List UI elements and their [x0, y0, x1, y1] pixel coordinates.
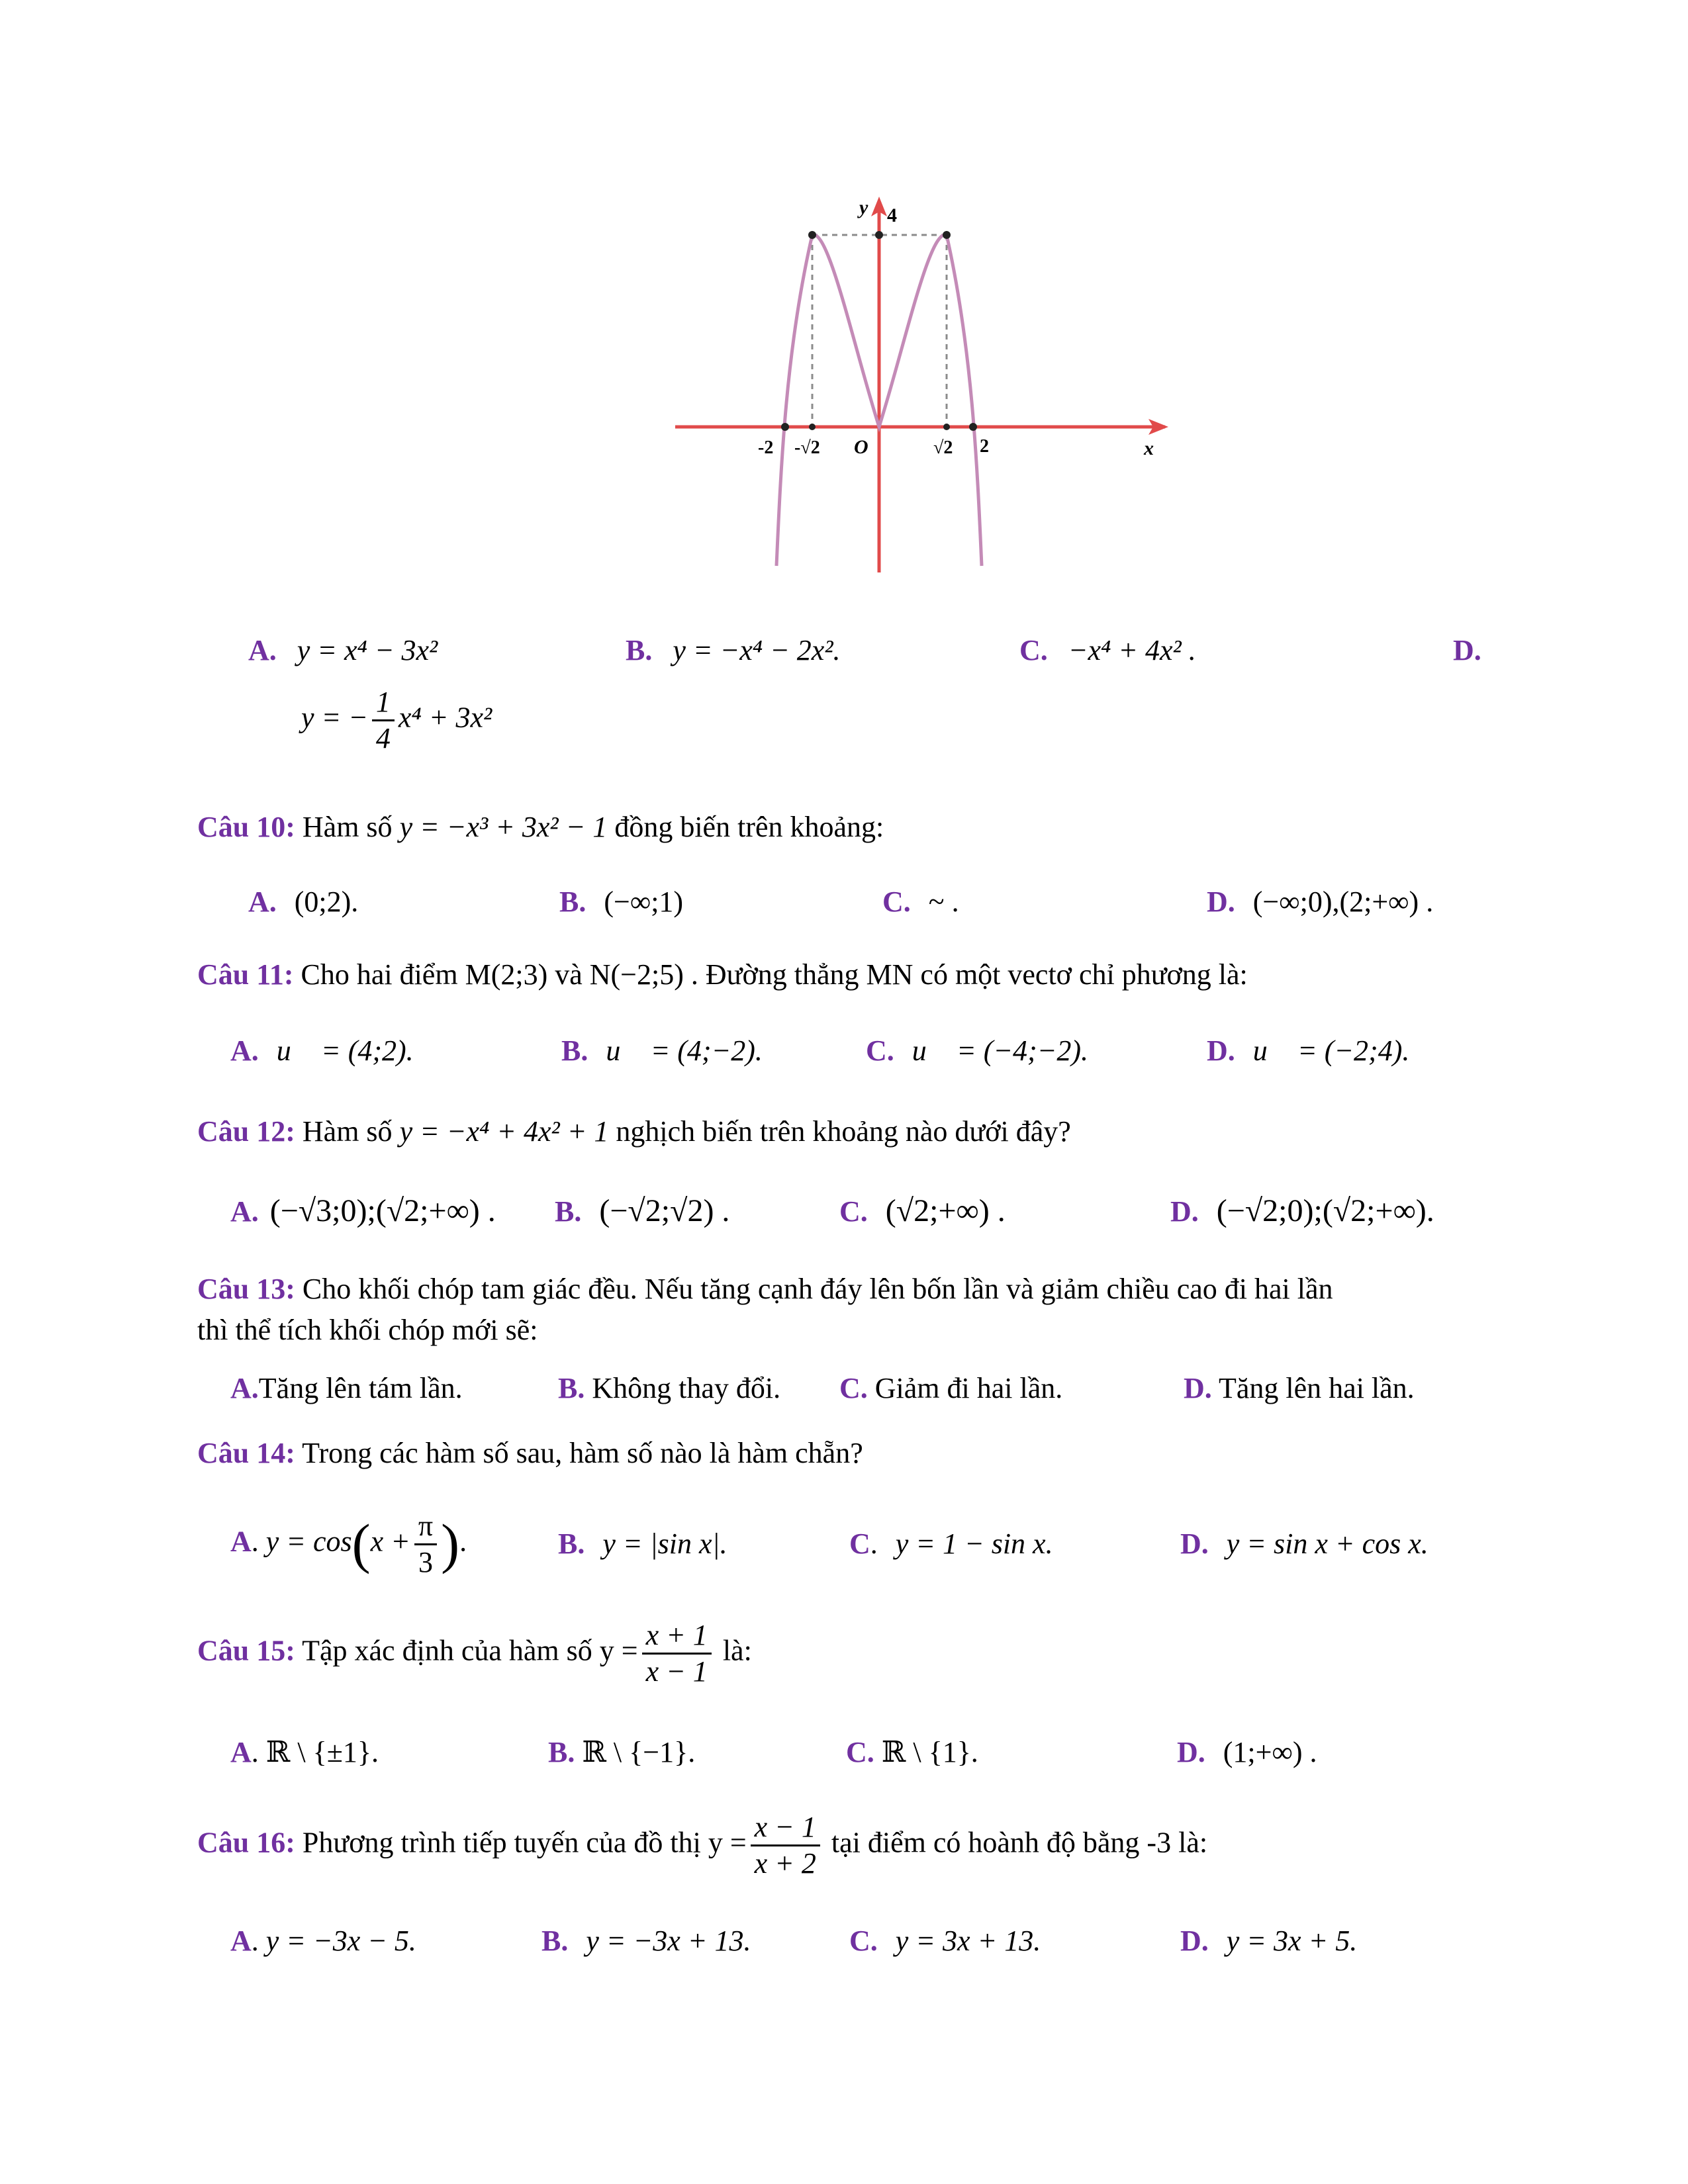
- x-tick-neg2: -2: [758, 437, 774, 458]
- paren-open: (: [352, 1513, 371, 1575]
- option-label: B.: [558, 1527, 585, 1560]
- x-tick-pos2: 2: [980, 436, 989, 457]
- fraction: [414, 1509, 437, 1580]
- frac-denominator: 3: [418, 1546, 433, 1578]
- option-text: u⃗ = (−2;4).: [1252, 1034, 1410, 1067]
- option-label: A.: [248, 886, 277, 918]
- option-label: B.: [558, 1372, 585, 1404]
- option-text: (0;2).: [294, 886, 359, 918]
- q11-option-c: [866, 1032, 1088, 1069]
- q10-option-c: [882, 884, 959, 921]
- q14-option-c: [849, 1525, 1053, 1563]
- option-label: C.: [866, 1034, 894, 1067]
- question-12: [197, 1113, 1071, 1150]
- q9-option-d-label: [1453, 632, 1481, 669]
- question-text-pre: Tập xác định của hàm số y =: [302, 1634, 638, 1667]
- option-text: y = 1 − sin x.: [895, 1527, 1053, 1560]
- option-label: D.: [1177, 1736, 1205, 1768]
- y-tick-label: 4: [887, 205, 897, 226]
- q11-option-d: [1207, 1032, 1409, 1069]
- option-label: D.: [1180, 1925, 1209, 1957]
- q10-option-d: [1207, 884, 1433, 921]
- point-peak-right: [943, 231, 951, 239]
- option-label: C.: [839, 1195, 868, 1228]
- point-peak-left: [808, 231, 816, 239]
- question-text-post: đồng biến trên khoảng:: [614, 811, 884, 843]
- option-text: (−∞;0),(2;+∞) .: [1252, 886, 1434, 918]
- frac-numerator: x − 1: [751, 1810, 820, 1846]
- option-label: A: [230, 1925, 252, 1957]
- expr-pre: y = −: [301, 701, 368, 734]
- origin-label: O: [854, 436, 868, 458]
- option-text: ℝ \ {1}.: [881, 1736, 978, 1768]
- q13-option-c: [839, 1370, 1062, 1407]
- q16-option-b: [541, 1923, 751, 1960]
- option-dot: .: [870, 1527, 878, 1560]
- question-11: [197, 956, 1248, 993]
- q12-option-b: [555, 1193, 729, 1230]
- option-label: B.: [561, 1034, 588, 1067]
- fraction: [372, 685, 395, 756]
- option-label: B.: [626, 634, 653, 666]
- q9-option-d-expression: [301, 685, 492, 756]
- question-text-pre: Phương trình tiếp tuyến của đồ thị y =: [302, 1826, 747, 1859]
- q15-option-c: [846, 1734, 978, 1771]
- expr-post: x⁴ + 3x²: [398, 701, 492, 734]
- option-text: y = 3x + 13.: [895, 1925, 1041, 1957]
- option-label: D.: [1207, 886, 1235, 918]
- option-text: y = −3x − 5.: [265, 1925, 416, 1957]
- frac-numerator: x + 1: [642, 1618, 712, 1655]
- point-neg-sqrt2: [809, 424, 816, 430]
- q13-option-b: [558, 1370, 780, 1407]
- question-text-post: tại điểm có hoành độ bằng -3 là:: [823, 1826, 1208, 1859]
- question-10: [197, 809, 884, 846]
- q15-option-a: [230, 1734, 379, 1771]
- question-number: Câu 13:: [197, 1273, 295, 1305]
- option-text: y = sin x + cos x.: [1226, 1527, 1429, 1560]
- q16-option-d: [1180, 1923, 1357, 1960]
- q11-option-b: [561, 1032, 763, 1069]
- option-text: y = |sin x|.: [602, 1527, 727, 1560]
- y-axis-label: y: [859, 197, 868, 218]
- question-number: Câu 16:: [197, 1826, 295, 1859]
- question-text: Trong các hàm số sau, hàm số nào là hàm chẵn?: [302, 1437, 863, 1469]
- x-tick-pos-sqrt2: √2: [933, 437, 953, 458]
- q14-option-b: [558, 1525, 727, 1563]
- option-label: C.: [839, 1372, 868, 1404]
- question-number: Câu 15:: [197, 1634, 295, 1667]
- paren-close: ): [441, 1513, 460, 1575]
- option-text: u⃗ = (4;−2).: [606, 1034, 763, 1067]
- option-dot: .: [251, 1925, 259, 1957]
- q10-option-a: [248, 884, 358, 921]
- q14-option-a: [230, 1509, 467, 1580]
- expr-post: .: [459, 1525, 467, 1558]
- fraction: [642, 1618, 712, 1689]
- q11-option-a: [230, 1032, 414, 1069]
- point-pos2: [969, 423, 977, 431]
- option-label: D.: [1170, 1195, 1199, 1228]
- option-label: C.: [1019, 634, 1048, 666]
- option-text: −x⁴ + 4x² .: [1068, 634, 1196, 666]
- option-text: (−√2;√2) .: [599, 1193, 730, 1228]
- option-label: D.: [1180, 1527, 1209, 1560]
- question-13-line-2: [197, 1312, 538, 1349]
- question-14: [197, 1435, 863, 1472]
- frac-numerator: π: [414, 1509, 437, 1545]
- question-text: Cho hai điểm M(2;3) và N(−2;5) . Đường thẳng MN có một vectơ chỉ phương là:: [301, 958, 1248, 991]
- question-number: Câu 12:: [197, 1115, 295, 1148]
- question-13-line-1: [197, 1271, 1333, 1308]
- q13-option-a: [230, 1370, 463, 1407]
- question-15: [197, 1618, 752, 1689]
- q9-option-a: [248, 632, 438, 669]
- question-text: thì thể tích khối chóp mới sẽ:: [197, 1314, 538, 1346]
- fraction: [751, 1810, 820, 1881]
- option-text: ℝ \ {−1}.: [582, 1736, 696, 1768]
- frac-numerator: 1: [372, 685, 395, 721]
- option-text: (−∞;1): [604, 886, 684, 918]
- option-label: A.: [230, 1372, 259, 1404]
- option-text: Tăng lên tám lần.: [258, 1372, 463, 1404]
- question-text: Cho khối chóp tam giác đều. Nếu tăng cạnh đáy lên bốn lần và giảm chiều cao đi hai lần: [302, 1273, 1333, 1305]
- option-label: A.: [230, 1195, 259, 1228]
- q14-option-d: [1180, 1525, 1429, 1563]
- q9-option-c: [1019, 632, 1196, 669]
- option-label: C.: [846, 1736, 874, 1768]
- option-text: Không thay đổi.: [592, 1372, 781, 1404]
- question-text-post: là:: [715, 1634, 752, 1667]
- option-label: B.: [555, 1195, 582, 1228]
- option-label: D.: [1207, 1034, 1235, 1067]
- frac-denominator: 4: [375, 722, 391, 754]
- option-text: u⃗ = (4;2).: [276, 1034, 414, 1067]
- question-text-post: nghịch biến trên khoảng nào dưới đây?: [616, 1115, 1071, 1148]
- frac-denominator: x + 2: [754, 1847, 816, 1880]
- question-number: Câu 10:: [197, 811, 295, 843]
- q12-option-c: [839, 1193, 1006, 1230]
- q15-option-d: [1177, 1734, 1317, 1771]
- option-text: y = −3x + 13.: [586, 1925, 751, 1957]
- option-dot: .: [251, 1525, 259, 1558]
- option-text: u⃗ = (−4;−2).: [912, 1034, 1089, 1067]
- option-text: y = x⁴ − 3x²: [297, 634, 438, 666]
- point-y4: [875, 231, 883, 239]
- option-label: A.: [230, 1034, 259, 1067]
- q9-option-b: [626, 632, 841, 669]
- question-expr: y = −x⁴ + 4x² + 1: [399, 1115, 609, 1148]
- option-text: (√2;+∞) .: [885, 1193, 1006, 1228]
- question-number: Câu 11:: [197, 958, 294, 991]
- q12-option-a: [230, 1193, 496, 1230]
- q15-option-b: [548, 1734, 695, 1771]
- option-text: (−√3;0);(√2;+∞) .: [269, 1193, 496, 1228]
- option-label: A: [230, 1736, 252, 1768]
- option-text: Giảm đi hai lần.: [874, 1372, 1063, 1404]
- option-text: (−√2;0);(√2;+∞).: [1216, 1193, 1434, 1228]
- q16-option-a: [230, 1923, 416, 1960]
- question-16: [197, 1810, 1207, 1881]
- option-label: B.: [559, 886, 586, 918]
- option-text: ~ .: [928, 886, 959, 918]
- point-neg2: [781, 423, 789, 431]
- option-text: y = 3x + 5.: [1226, 1925, 1358, 1957]
- option-label: A: [230, 1525, 252, 1558]
- option-label: B.: [548, 1736, 575, 1768]
- q13-option-d: [1184, 1370, 1415, 1407]
- option-label: C: [849, 1527, 870, 1560]
- x-axis-label: x: [1144, 437, 1154, 459]
- option-text: ℝ \ {±1}.: [265, 1736, 379, 1768]
- option-label: D.: [1184, 1372, 1212, 1404]
- option-dot: .: [251, 1736, 259, 1768]
- option-text: Tăng lên hai lần.: [1219, 1372, 1415, 1404]
- point-pos-sqrt2: [943, 424, 950, 430]
- q10-option-b: [559, 884, 683, 921]
- question-text-pre: Hàm số: [302, 1115, 400, 1148]
- frac-denominator: x − 1: [645, 1655, 708, 1688]
- option-label: C.: [882, 886, 911, 918]
- option-label: D.: [1453, 634, 1481, 666]
- question-expr: y = −x³ + 3x² − 1: [399, 811, 608, 843]
- expr-pre: y = cos: [265, 1525, 352, 1558]
- q12-option-d: [1170, 1193, 1434, 1230]
- q16-option-c: [849, 1923, 1041, 1960]
- expr-inner: x +: [370, 1525, 410, 1558]
- option-text: (1;+∞) .: [1223, 1736, 1317, 1768]
- option-label: C.: [849, 1925, 878, 1957]
- question-text-pre: Hàm số: [302, 811, 400, 843]
- question-number: Câu 14:: [197, 1437, 295, 1469]
- option-label: B.: [541, 1925, 569, 1957]
- function-graph: [655, 182, 1185, 579]
- option-label: A.: [248, 634, 277, 666]
- x-tick-neg-sqrt2: -√2: [794, 437, 820, 458]
- option-text: y = −x⁴ − 2x².: [673, 634, 841, 666]
